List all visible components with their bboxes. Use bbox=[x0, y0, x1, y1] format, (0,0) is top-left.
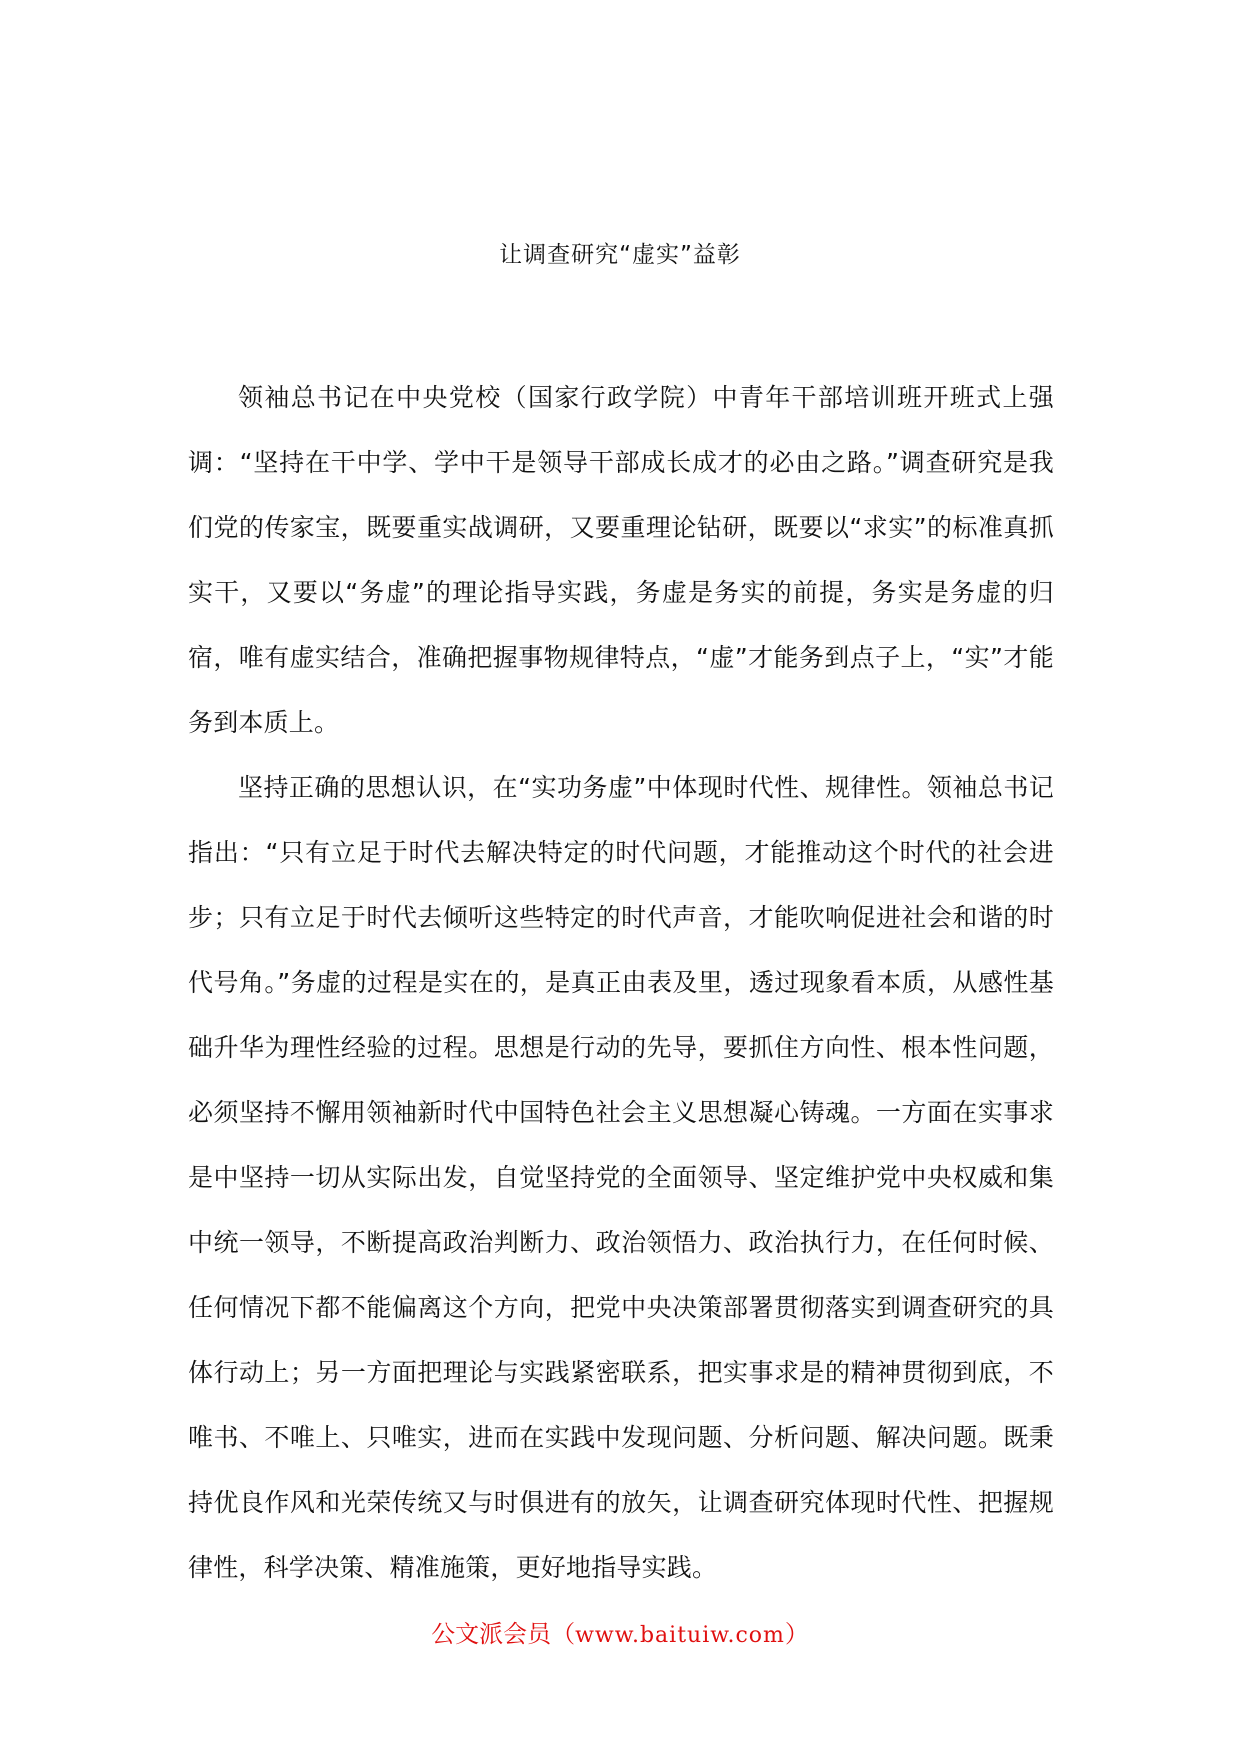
footer-url[interactable]: www.baituiw.com bbox=[575, 1623, 785, 1648]
footer-watermark bbox=[0, 1617, 1240, 1653]
document-body bbox=[188, 365, 1054, 1600]
paragraph-2: 坚持正确的思想认识，在“实功务虚”中体现时代性、规律性。领袖总书记指出：“只有立足于时代去解决特定的时代问题，才能推动这个时代的社会进步；只有立足于时代去倾听这些特定的时代声音，才能吹响促进社会和谐的时代号角。”务虚的过程是实在的，是真正由表及里，透过现象看本质，从感性基础升华为理性经验的过程。思想是行动的先导，要抓住方向性、根本性问题，必须坚持不懈用领袖新时代中国特色社会主义思想凝心铸魂。一方面在实事求是中坚持一切从实际出发，自觉坚持党的全面领导、坚定维护党中央权威和集中统一领导，不断提高政治判断力、政治领悟力、政治执行力，在任何时候、任何情况下都不能偏离这个方向，把党中央决策部署贯彻落实到调查研究的具体行动上；另一方面把理论与实践紧密联系，把实事求是的精神贯彻到底，不唯书、不唯上、只唯实，进而在实践中发现问题、分析问题、解决问题。既秉持优良作风和光荣传统又与时俱进有的放矢，让调查研究体现时代性、把握规律性，科学决策、精准施策，更好地指导实践。 bbox=[188, 773, 1054, 1582]
paragraph-1: 领袖总书记在中央党校（国家行政学院）中青年干部培训班开班式上强调：“坚持在干中学、学中干是领导干部成长成才的必由之路。”调查研究是我们党的传家宝，既要重实战调研，又要重理论钻研，既要以“求实”的标准真抓实干，又要以“务虚”的理论指导实践，务虚是务实的前提，务实是务虚的归宿，唯有虚实结合，准确把握事物规律特点，“虚”才能务到点子上，“实”才能务到本质上。 bbox=[188, 383, 1054, 737]
document-title: 让调查研究“虚实”益彰 bbox=[499, 242, 741, 268]
footer-label: 公文派会员（ bbox=[431, 1620, 576, 1648]
footer-close: ） bbox=[784, 1620, 809, 1648]
